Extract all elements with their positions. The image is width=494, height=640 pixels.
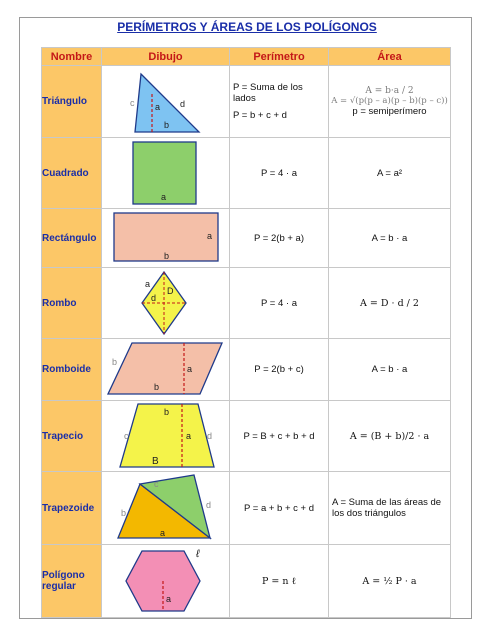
- label-b: b: [164, 120, 170, 130]
- label-b: b: [164, 407, 170, 417]
- label-d: d: [207, 431, 213, 441]
- label-a: a: [161, 192, 167, 202]
- label-d: d: [151, 293, 157, 303]
- area-cell: A = (B + b)/2 · a: [329, 401, 451, 472]
- label-b: b: [121, 508, 127, 518]
- label-b: b: [164, 251, 170, 261]
- area-formula-3: p = semiperímero: [352, 106, 427, 117]
- label-c: c: [154, 479, 159, 489]
- area-cell: [329, 472, 451, 545]
- label-a: a: [145, 279, 151, 289]
- hexagon-drawing: [102, 545, 230, 617]
- table-row: [42, 209, 451, 268]
- row-name: Rectángulo: [42, 209, 102, 268]
- trapezoide-drawing: [102, 472, 230, 544]
- perimeter-cell: P = a + b + c + d: [230, 472, 329, 545]
- row-name-line1: Polígono: [42, 570, 85, 581]
- rhomboid-shape: [108, 343, 222, 394]
- row-name: Trapecio: [42, 401, 102, 472]
- perimeter-cell: P = 4 · a: [230, 138, 329, 209]
- label-a: a: [207, 231, 213, 241]
- perimeter-text-2: lados: [233, 93, 256, 104]
- drawing-cell: [102, 472, 230, 545]
- label-a: a: [155, 102, 161, 112]
- perimeter-cell: P = 2(b + c): [230, 339, 329, 401]
- page-title: PERÍMETROS Y ÁREAS DE LOS POLÍGONOS: [117, 20, 377, 34]
- label-c: c: [124, 431, 129, 441]
- label-D: D: [167, 286, 174, 296]
- table-row: [42, 472, 451, 545]
- area-text-1: A = Suma de las áreas de: [332, 497, 442, 508]
- row-name: Triángulo: [42, 66, 102, 138]
- label-a: a: [166, 594, 172, 604]
- label-a: a: [186, 431, 192, 441]
- square-drawing: [102, 138, 230, 208]
- label-b: b: [154, 382, 160, 392]
- row-name: [42, 545, 102, 618]
- header-row: [42, 48, 451, 66]
- area-cell: [329, 66, 451, 138]
- table-row: [42, 545, 451, 618]
- table-row: [42, 268, 451, 339]
- drawing-cell: [102, 209, 230, 268]
- area-formula-1: A = b·a / 2: [365, 86, 414, 96]
- drawing-cell: [102, 138, 230, 209]
- drawing-cell: [102, 339, 230, 401]
- label-l: ℓ: [196, 548, 200, 560]
- perimeter-text-1: P = Suma de los: [233, 82, 303, 93]
- table-row: [42, 401, 451, 472]
- header-area: Área: [329, 48, 451, 66]
- table-row: [42, 66, 451, 138]
- header-perimeter: Perímetro: [230, 48, 329, 66]
- rectangle-drawing: [102, 209, 230, 267]
- drawing-cell: [102, 545, 230, 618]
- drawing-cell: [102, 268, 230, 339]
- label-a: a: [187, 364, 193, 374]
- label-c: c: [130, 98, 135, 108]
- perimeter-cell: P = n ℓ: [230, 545, 329, 618]
- area-cell: A = b · a: [329, 209, 451, 268]
- trapezoid-drawing: [102, 401, 230, 471]
- table-row: [42, 138, 451, 209]
- row-name: Trapezoide: [42, 472, 102, 545]
- area-cell: A = b · a: [329, 339, 451, 401]
- area-text-2: los dos triángulos: [332, 508, 406, 519]
- header-drawing: Dibujo: [102, 48, 230, 66]
- drawing-cell: [102, 66, 230, 138]
- row-name: Romboide: [42, 339, 102, 401]
- perimeter-cell: P = 4 · a: [230, 268, 329, 339]
- table-row: [42, 339, 451, 401]
- polygon-table: [41, 47, 451, 618]
- perimeter-text-3: P = b + c + d: [233, 110, 287, 121]
- perimeter-cell: P = 2(b + a): [230, 209, 329, 268]
- perimeter-cell: [230, 66, 329, 138]
- row-name-line2: regular: [42, 581, 76, 592]
- row-name: Rombo: [42, 268, 102, 339]
- rhomboid-drawing: [102, 339, 230, 400]
- label-c: b: [112, 357, 118, 367]
- perimeter-cell: P = B + c + b + d: [230, 401, 329, 472]
- label-d: d: [206, 500, 212, 510]
- area-formula-2: A = √(p(p – a)(p – b)(p – c)): [331, 96, 448, 106]
- area-cell: A = a²: [329, 138, 451, 209]
- rhombus-drawing: [102, 268, 230, 338]
- row-name: Cuadrado: [42, 138, 102, 209]
- header-name: Nombre: [42, 48, 102, 66]
- label-B: B: [152, 456, 159, 467]
- area-cell: A = D · d / 2: [329, 268, 451, 339]
- drawing-cell: [102, 401, 230, 472]
- label-d: d: [180, 99, 186, 109]
- label-a: a: [160, 528, 166, 538]
- triangle-drawing: [102, 66, 230, 137]
- area-cell: A = ½ P · a: [329, 545, 451, 618]
